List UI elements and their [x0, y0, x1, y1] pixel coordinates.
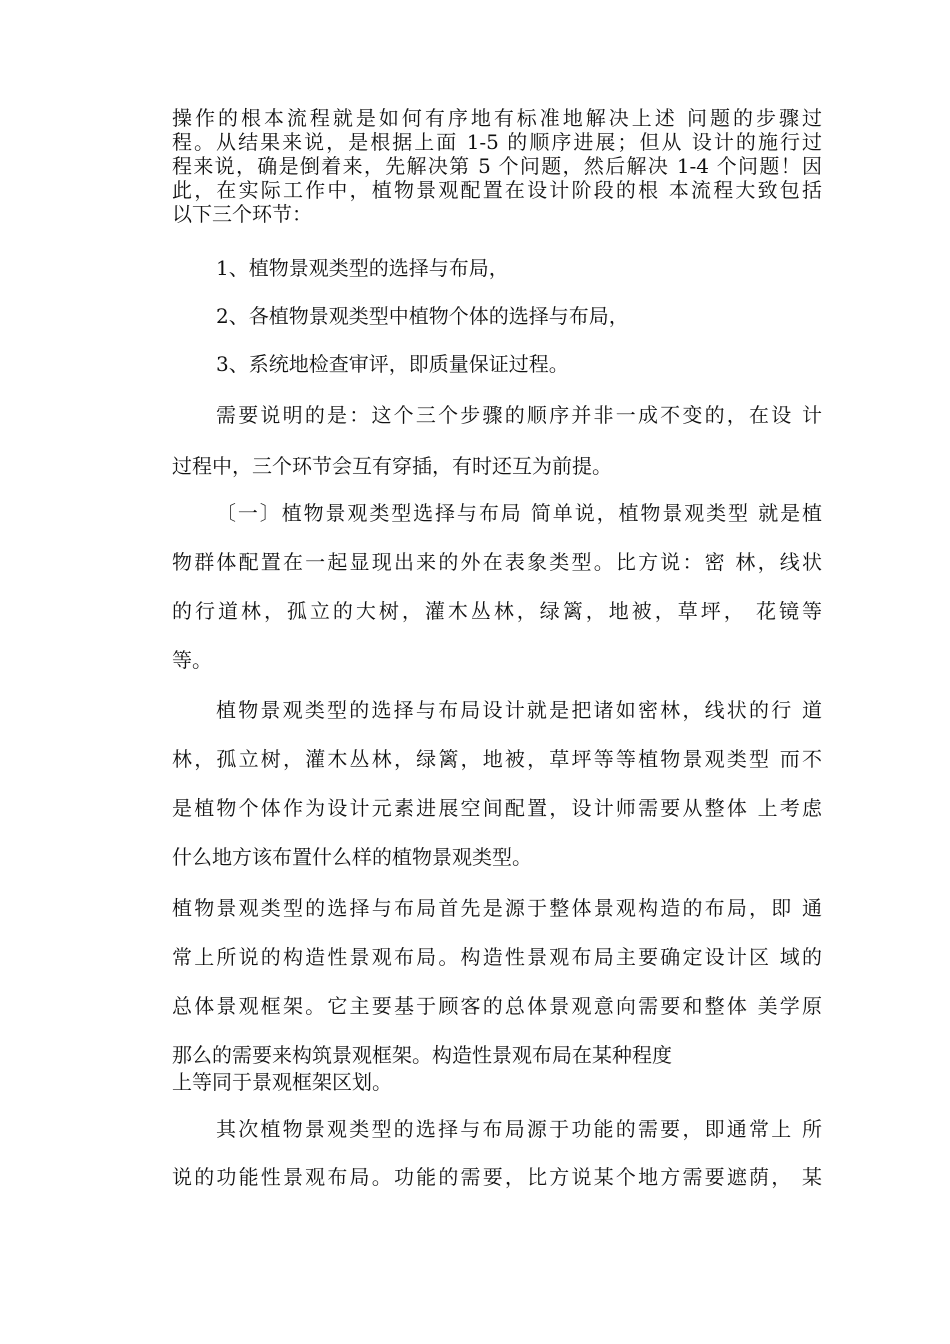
text-line: 林，孤立树，灌木丛林，绿篱，地被，草坪等等植物景观类型 而不: [172, 747, 822, 771]
text-line: 常上所说的构造性景观布局。构造性景观布局主要确定设计区 域的: [172, 945, 822, 969]
text-line: 程来说，确是倒着来，先解决第 5 个问题，然后解决 1-4 个问题！因: [172, 154, 822, 178]
text-line: 的行道林，孤立的大树，灌木丛林，绿篱，地被，草坪， 花镜等: [172, 599, 822, 623]
text-line: 是植物个体作为设计元素进展空间配置，设计师需要从整体 上考虑: [172, 796, 822, 820]
text-line: 需要说明的是：这个三个步骤的顺序并非一成不变的，在设 计: [216, 403, 822, 427]
text-line: 什么地方该布置什么样的植物景观类型。: [172, 845, 532, 869]
text-line: 说的功能性景观布局。功能的需要，比方说某个地方需要遮荫， 某: [172, 1165, 822, 1189]
text-line: 上等同于景观框架区划。: [172, 1070, 392, 1094]
list-item: 2、各植物景观类型中植物个体的选择与布局，: [216, 304, 629, 328]
list-item: 1、植物景观类型的选择与布局，: [216, 256, 509, 280]
text-line: 过程中，三个环节会互有穿插，有时还互为前提。: [172, 454, 612, 478]
text-line: 等。: [172, 648, 212, 672]
text-line: 程。从结果来说，是根据上面 1-5 的顺序进展；但从 设计的施行过: [172, 130, 822, 154]
text-line: 那么的需要来构筑景观框架。构造性景观布局在某种程度: [172, 1043, 672, 1067]
list-item: 3、系统地检查审评，即质量保证过程。: [216, 352, 569, 376]
text-line: 总体景观框架。它主要基于顾客的总体景观意向需要和整体 美学原: [172, 994, 822, 1018]
text-line: 此，在实际工作中，植物景观配置在设计阶段的根 本流程大致包括: [172, 178, 822, 202]
section-heading-line: 〔一〕植物景观类型选择与布局 简单说，植物景观类型 就是植: [216, 501, 822, 525]
text-line: 以下三个环节：: [172, 202, 312, 226]
text-line: 物群体配置在一起显现出来的外在表象类型。比方说：密 林，线状: [172, 550, 822, 574]
text-line: 植物景观类型的选择与布局设计就是把诸如密林，线状的行 道: [216, 698, 822, 722]
text-line: 其次植物景观类型的选择与布局源于功能的需要，即通常上 所: [216, 1117, 822, 1141]
text-line: 操作的根本流程就是如何有序地有标准地解决上述 问题的步骤过: [172, 106, 822, 130]
text-line: 植物景观类型的选择与布局首先是源于整体景观构造的布局，即 通: [172, 896, 822, 920]
